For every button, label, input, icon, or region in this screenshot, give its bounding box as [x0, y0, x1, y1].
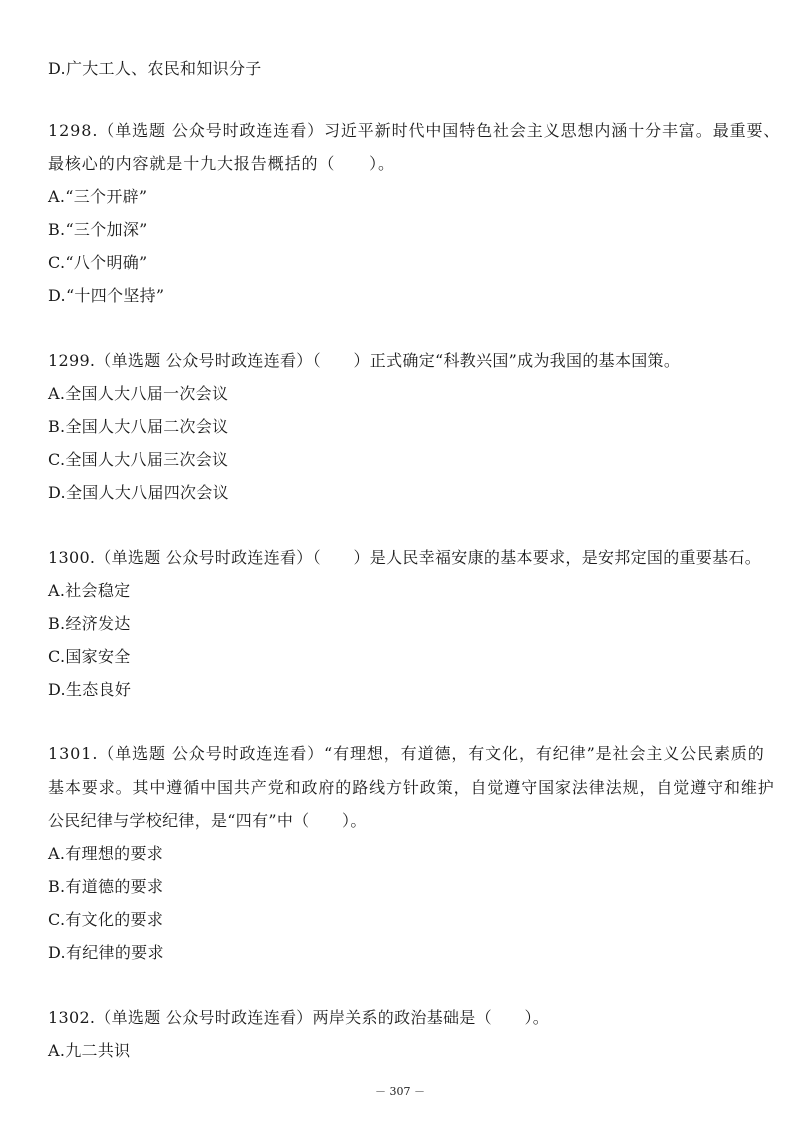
question-1298-text-line-1: 1298.（单选题 公众号时政连连看）习近平新时代中国特色社会主义思想内涵十分丰富。最重要、 — [48, 121, 781, 140]
question-1300-option-b: B.经济发达 — [48, 614, 131, 633]
question-1299-option-c: C.全国人大八届三次会议 — [48, 450, 229, 469]
page-number: － 307 － — [375, 1085, 425, 1098]
question-1301-option-a: A.有理想的要求 — [48, 844, 164, 863]
question-1300-option-d: D.生态良好 — [48, 680, 132, 699]
question-1302-option-a: A.九二共识 — [48, 1041, 131, 1060]
question-1301-text-line-2: 基本要求。其中遵循中国共产党和政府的路线方针政策，自觉遵守国家法律法规，自觉遵守和维护 — [48, 778, 775, 797]
question-1299-option-b: B.全国人大八届二次会议 — [48, 417, 229, 436]
question-1300-text-line-1: 1300.（单选题 公众号时政连连看）（ ）是人民幸福安康的基本要求，是安邦定国的重要基石。 — [48, 548, 761, 567]
question-1299-option-d: D.全国人大八届四次会议 — [48, 483, 229, 502]
question-1298-option-d: D.“十四个坚持” — [48, 286, 165, 305]
question-1299-text-line-1: 1299.（单选题 公众号时政连连看）（ ）正式确定“科教兴国”成为我国的基本国策。 — [48, 351, 681, 370]
question-1301-text-line-3: 公民纪律与学校纪律，是“四有”中（ ）。 — [48, 811, 367, 830]
question-1301-text-line-1: 1301.（单选题 公众号时政连连看）“有理想，有道德，有文化，有纪律”是社会主义公民素质的 — [48, 744, 765, 763]
question-1298-text-line-2: 最核心的内容就是十九大报告概括的（ ）。 — [48, 154, 395, 173]
question-1298-option-c: C.“八个明确” — [48, 253, 148, 272]
question-1301-option-c: C.有文化的要求 — [48, 910, 164, 929]
question-1302-text-line-1: 1302.（单选题 公众号时政连连看）两岸关系的政治基础是（ ）。 — [48, 1008, 550, 1027]
question-1299-option-a: A.全国人大八届一次会议 — [48, 384, 229, 403]
question-1301-option-b: B.有道德的要求 — [48, 877, 164, 896]
question-1298-option-a: A.“三个开辟” — [48, 187, 148, 206]
question-1301-option-d: D.有纪律的要求 — [48, 943, 164, 962]
question-1298-option-b: B.“三个加深” — [48, 220, 148, 239]
question-1300-option-a: A.社会稳定 — [48, 581, 131, 600]
question-1300-option-c: C.国家安全 — [48, 647, 131, 666]
option-d-prev-question: D.广大工人、农民和知识分子 — [48, 59, 262, 78]
